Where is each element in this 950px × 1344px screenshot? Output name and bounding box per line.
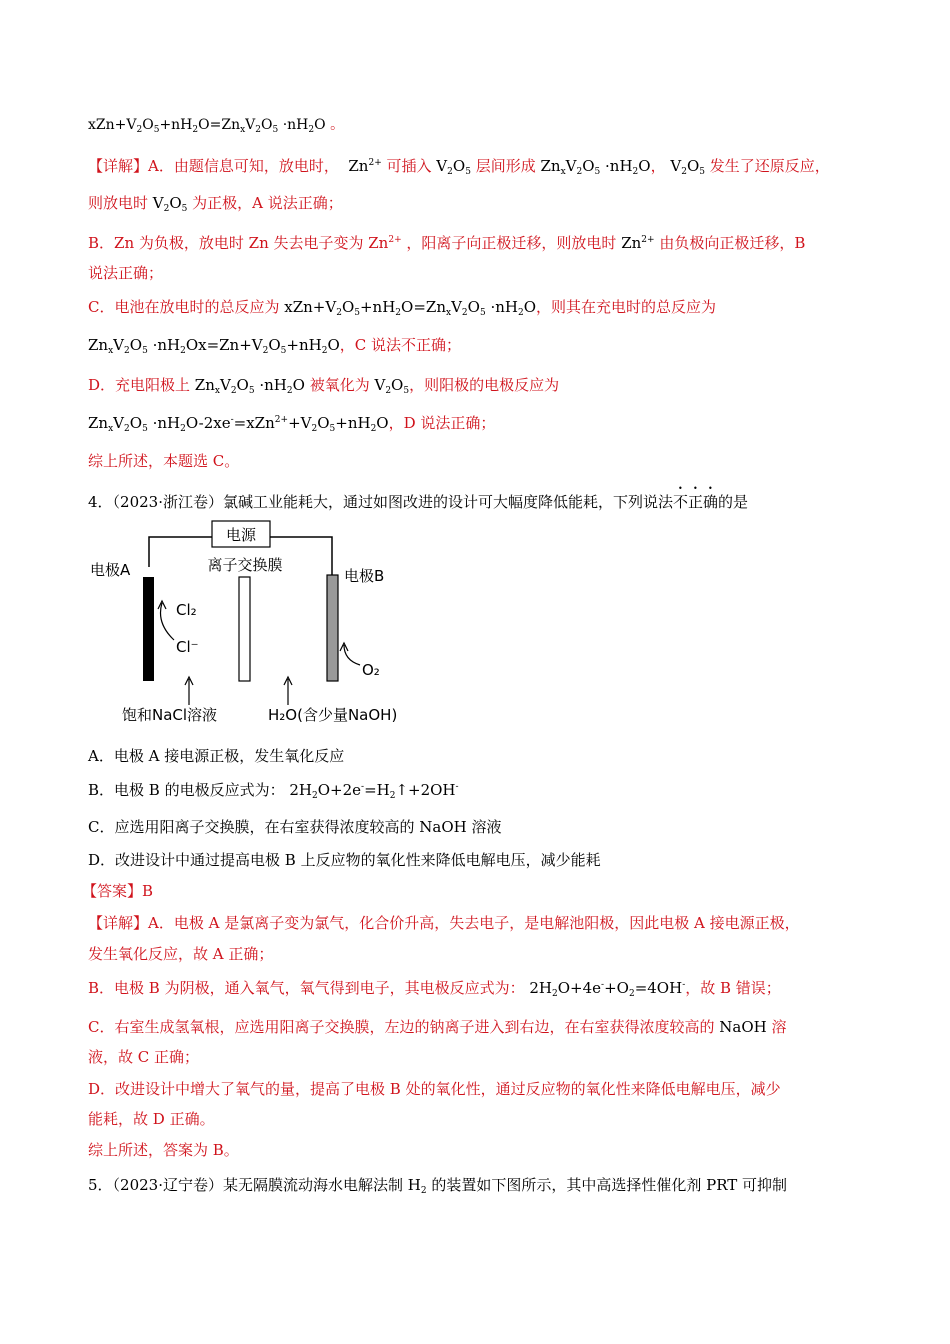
electrode-a-label: 电极A (90, 561, 131, 579)
cl-minus-label: Cl⁻ (176, 638, 199, 656)
o2-label: O₂ (362, 661, 380, 679)
explanation-c-line1: C．电池在放电时的总反应为 $xZn+V_2O_5+nH_2O=Zn_xV_2O_5 \cdot nH_2O$，则其在充电时的总反应为 (88, 298, 717, 318)
cl-arrow (161, 603, 175, 640)
electrode-a (143, 577, 154, 681)
explanation-4d-line1: D．改进设计中增大了氧气的量，提高了电极 B 处的氧化性，通过反应物的氧化性来降低电解电压，减少 (88, 1080, 781, 1098)
explanation-4b: B．电极 B 为阴极，通入氧气，氧气得到电子，其电极反应式为： $2H_2O+4e^-+O_2=4OH^-$，故 B 错误； (88, 979, 781, 999)
explanation-4d-line2: 能耗，故 D 正确。 (88, 1110, 215, 1128)
left-solution-label: 饱和NaCl溶液 (122, 706, 218, 724)
cl2-label: Cl₂ (176, 601, 197, 619)
explanation-c-line2: $Zn_xV_2O_5 \cdot nH_2Ox=Zn+V_2O_5+nH_2O$，C 说法不正确； (88, 336, 462, 356)
electrolysis-diagram (88, 515, 428, 730)
summary-q3: 综上所述，本题选 C。 (88, 452, 240, 470)
equation-line: $xZn+V_2O_5+nH_2O=Zn_xV_2O_5 \cdot nH_2O$ 。 (88, 117, 345, 135)
electrode-b-label: 电极B (344, 567, 385, 585)
explanation-4a-line2: 发生氧化反应，故 A 正确； (88, 945, 274, 963)
question-4: 4．（2023·浙江卷）氯碱工业能耗大，通过如图改进的设计可大幅度降低能耗，下列说法不正确的是 (88, 493, 749, 511)
wire-left (149, 537, 212, 567)
option-d: D．改进设计中通过提高电极 B 上反应物的氧化性来降低电解电压，减少能耗 (88, 851, 601, 869)
option-c: C．应选用阳离子交换膜，在右室获得浓度较高的 NaOH 溶液 (88, 818, 502, 836)
ion-exchange-membrane (239, 577, 250, 681)
question-5: 5．（2023·辽宁卷）某无隔膜流动海水电解法制 $H_2$ 的装置如下图所示，其中高选择性催化剂 PRT 可抑制 (88, 1176, 788, 1196)
explanation-d-line1: D．充电阳极上 $Zn_xV_2O_5 \cdot nH_2O$ 被氧化为 $V_2O_5$，则阳极的电极反应为 (88, 376, 560, 396)
explanation-4a-line1: 【详解】A．电极 A 是氯离子变为氯气，化合价升高，失去电子，是电解池阳极，因此电极 A 接电源正极， (88, 914, 800, 932)
option-a: A．电极 A 接电源正极，发生氧化反应 (88, 747, 345, 765)
explanation-4c-line2: 液，故 C 正确； (88, 1048, 200, 1066)
explanation-a-line2: 则放电时 $V_2O_5$ 为正极，A 说法正确； (88, 194, 343, 214)
membrane-label: 离子交换膜 (207, 556, 283, 574)
answer: 【答案】B (82, 882, 154, 900)
explanation-4c-line1: C．右室生成氢氧根，应选用阳离子交换膜，左边的钠离子进入到右边，在右室获得浓度较高的 NaOH 溶 (88, 1018, 787, 1036)
explanation-a-line1: 【详解】A．由题信息可知，放电时， $Zn^{2+}$ 可插入 $V_2O_5$ 层间形成 $Zn_xV_2O_5 \cdot nH_2O$， $V_2O_5$ 发生了还原反应， (88, 157, 830, 177)
explanation-d-line2: $Zn_xV_2O_5 \cdot nH_2O-2xe^-=xZn^{2+}+V_2O_5+nH_2O$，D 说法正确； (88, 414, 496, 434)
electrode-b (327, 575, 338, 681)
right-solution-label: H₂O(含少量NaOH) (268, 706, 398, 724)
summary-q4: 综上所述，答案为 B。 (88, 1141, 239, 1159)
power-source-label: 电源 (225, 526, 257, 544)
explanation-b-line2: 说法正确； (88, 264, 164, 282)
explanation-b-line1: B．Zn 为负极，放电时 Zn 失去电子变为 $Zn^{2+}$ ，阳离子向正极迁移，则放电时 $Zn^{2+}$ 由负极向正极迁移，B (88, 234, 806, 252)
option-b: B．电极 B 的电极反应式为： $2H_2O+2e^-=H_2↑+2OH^-$ (88, 781, 459, 801)
